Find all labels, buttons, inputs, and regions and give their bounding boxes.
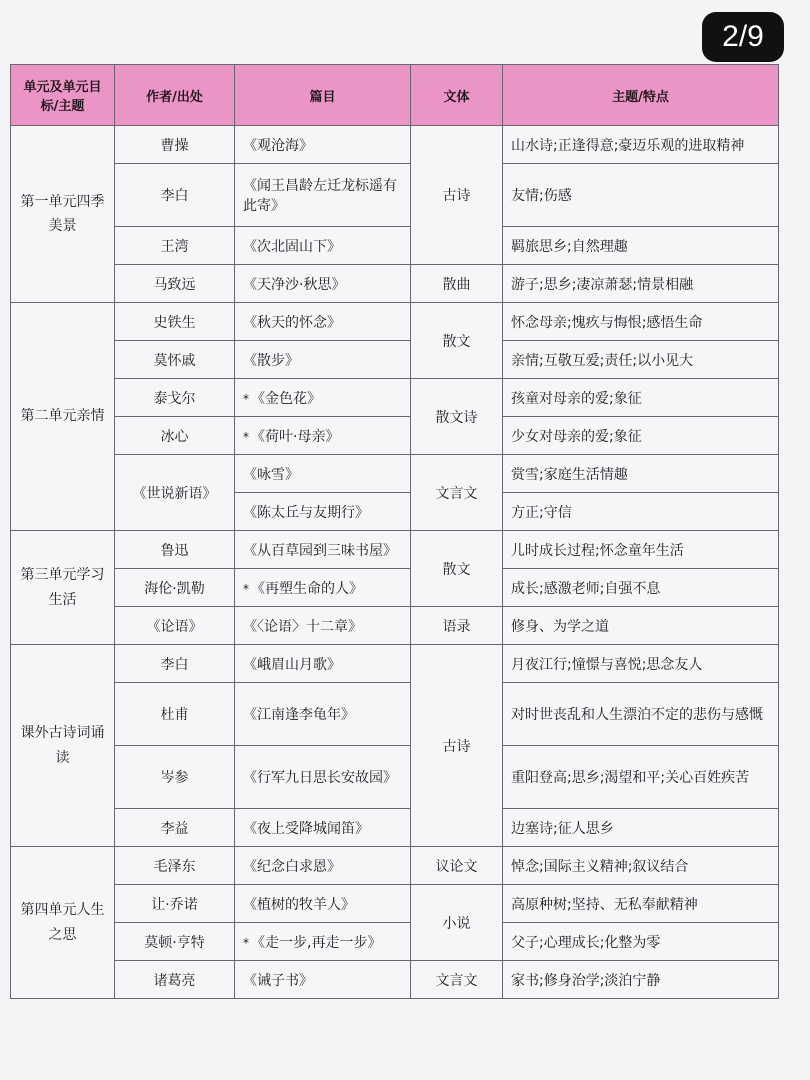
title-text: 《金色花》 — [251, 390, 321, 407]
theme-cell: 少女对母亲的爱;象征 — [503, 417, 779, 455]
theme-cell: 家书;修身治学;淡泊宁静 — [503, 961, 779, 999]
genre-cell: 散曲 — [411, 265, 503, 303]
theme-cell: 友情;伤感 — [503, 164, 779, 227]
table-row — [11, 645, 779, 683]
table-row — [11, 379, 779, 417]
table-row — [11, 126, 779, 164]
header-author: 作者/出处 — [115, 65, 235, 126]
star-mark: * — [243, 429, 249, 444]
star-mark: * — [243, 391, 249, 406]
genre-cell: 小说 — [411, 885, 503, 961]
title-cell: 《纪念白求恩》 — [235, 847, 411, 885]
author-cell: 《世说新语》 — [115, 455, 235, 531]
star-mark: * — [243, 935, 249, 950]
genre-cell: 散文 — [411, 531, 503, 607]
author-cell: 诸葛亮 — [115, 961, 235, 999]
table-row — [11, 809, 779, 847]
author-cell: 王湾 — [115, 227, 235, 265]
genre-cell: 散文 — [411, 303, 503, 379]
title-cell — [235, 569, 411, 607]
table-row — [11, 847, 779, 885]
table-row — [11, 683, 779, 746]
author-cell: 曹操 — [115, 126, 235, 164]
author-cell: 史铁生 — [115, 303, 235, 341]
table-row — [11, 341, 779, 379]
table-row — [11, 923, 779, 961]
title-cell: 《次北固山下》 — [235, 227, 411, 265]
unit-cell: 课外古诗词诵读 — [11, 645, 115, 847]
title-cell: 《夜上受降城闻笛》 — [235, 809, 411, 847]
theme-cell: 高原种树;坚持、无私奉献精神 — [503, 885, 779, 923]
table-row — [11, 164, 779, 227]
table-row — [11, 746, 779, 809]
genre-cell: 散文诗 — [411, 379, 503, 455]
star-mark: * — [243, 581, 249, 596]
theme-cell: 游子;思乡;凄凉萧瑟;情景相融 — [503, 265, 779, 303]
title-cell — [235, 379, 411, 417]
table-row — [11, 607, 779, 645]
header-unit: 单元及单元目标/主题 — [11, 65, 115, 126]
title-cell: 《闻王昌龄左迁龙标遥有此寄》 — [235, 164, 411, 227]
table-row — [11, 227, 779, 265]
author-cell: 杜甫 — [115, 683, 235, 746]
page-indicator: 2/9 — [702, 12, 784, 62]
unit-cell: 第三单元学习生活 — [11, 531, 115, 645]
genre-cell: 议论文 — [411, 847, 503, 885]
author-cell: 马致远 — [115, 265, 235, 303]
title-cell: 《咏雪》 — [235, 455, 411, 493]
title-cell: 《峨眉山月歌》 — [235, 645, 411, 683]
genre-cell: 语录 — [411, 607, 503, 645]
author-cell: 莫顿·亨特 — [115, 923, 235, 961]
title-text: 《荷叶·母亲》 — [251, 428, 340, 445]
author-cell: 让·乔诺 — [115, 885, 235, 923]
table-row — [11, 265, 779, 303]
genre-cell: 文言文 — [411, 961, 503, 999]
header-row — [11, 65, 779, 126]
author-cell: 李白 — [115, 645, 235, 683]
author-cell: 海伦·凯勒 — [115, 569, 235, 607]
theme-cell: 悼念;国际主义精神;叙议结合 — [503, 847, 779, 885]
theme-cell: 方正;守信 — [503, 493, 779, 531]
theme-cell: 成长;感激老师;自强不息 — [503, 569, 779, 607]
table-row — [11, 569, 779, 607]
author-cell: 冰心 — [115, 417, 235, 455]
theme-cell: 亲情;互敬互爱;责任;以小见大 — [503, 341, 779, 379]
genre-cell: 古诗 — [411, 126, 503, 265]
header-theme: 主题/特点 — [503, 65, 779, 126]
author-cell: 《论语》 — [115, 607, 235, 645]
title-cell — [235, 417, 411, 455]
author-cell: 岑参 — [115, 746, 235, 809]
title-cell: 《诫子书》 — [235, 961, 411, 999]
theme-cell: 儿时成长过程;怀念童年生活 — [503, 531, 779, 569]
title-cell: 《江南逢李龟年》 — [235, 683, 411, 746]
header-genre: 文体 — [411, 65, 503, 126]
theme-cell: 父子;心理成长;化整为零 — [503, 923, 779, 961]
unit-cell: 第一单元四季美景 — [11, 126, 115, 303]
author-cell: 李白 — [115, 164, 235, 227]
theme-cell: 孩童对母亲的爱;象征 — [503, 379, 779, 417]
table-row — [11, 417, 779, 455]
author-cell: 李益 — [115, 809, 235, 847]
title-cell: 《散步》 — [235, 341, 411, 379]
title-text: 《再塑生命的人》 — [251, 580, 363, 597]
unit-cell: 第四单元人生之思 — [11, 847, 115, 999]
table-row — [11, 455, 779, 493]
table-row — [11, 885, 779, 923]
unit-cell: 第二单元亲情 — [11, 303, 115, 531]
theme-cell: 赏雪;家庭生活情趣 — [503, 455, 779, 493]
author-cell: 毛泽东 — [115, 847, 235, 885]
genre-cell: 文言文 — [411, 455, 503, 531]
title-cell — [235, 923, 411, 961]
author-cell: 莫怀戚 — [115, 341, 235, 379]
author-cell: 鲁迅 — [115, 531, 235, 569]
title-cell: 《〈论语〉十二章》 — [235, 607, 411, 645]
theme-cell: 怀念母亲;愧疚与悔恨;感悟生命 — [503, 303, 779, 341]
curriculum-table — [10, 64, 779, 999]
title-cell: 《观沧海》 — [235, 126, 411, 164]
title-cell: 《天净沙·秋思》 — [235, 265, 411, 303]
author-cell: 泰戈尔 — [115, 379, 235, 417]
theme-cell: 对时世丧乱和人生漂泊不定的悲伤与感慨 — [503, 683, 779, 746]
title-text: 《走一步,再走一步》 — [251, 934, 382, 951]
theme-cell: 月夜江行;憧憬与喜悦;思念友人 — [503, 645, 779, 683]
theme-cell: 羁旅思乡;自然理趣 — [503, 227, 779, 265]
header-title: 篇目 — [235, 65, 411, 126]
theme-cell: 边塞诗;征人思乡 — [503, 809, 779, 847]
title-cell: 《陈太丘与友期行》 — [235, 493, 411, 531]
table-row — [11, 961, 779, 999]
theme-cell: 重阳登高;思乡;渴望和平;关心百姓疾苦 — [503, 746, 779, 809]
title-cell: 《行军九日思长安故园》 — [235, 746, 411, 809]
title-cell: 《从百草园到三味书屋》 — [235, 531, 411, 569]
title-cell: 《植树的牧羊人》 — [235, 885, 411, 923]
title-cell: 《秋天的怀念》 — [235, 303, 411, 341]
theme-cell: 山水诗;正逢得意;豪迈乐观的进取精神 — [503, 126, 779, 164]
theme-cell: 修身、为学之道 — [503, 607, 779, 645]
genre-cell: 古诗 — [411, 645, 503, 847]
table-row — [11, 303, 779, 341]
table-row — [11, 531, 779, 569]
